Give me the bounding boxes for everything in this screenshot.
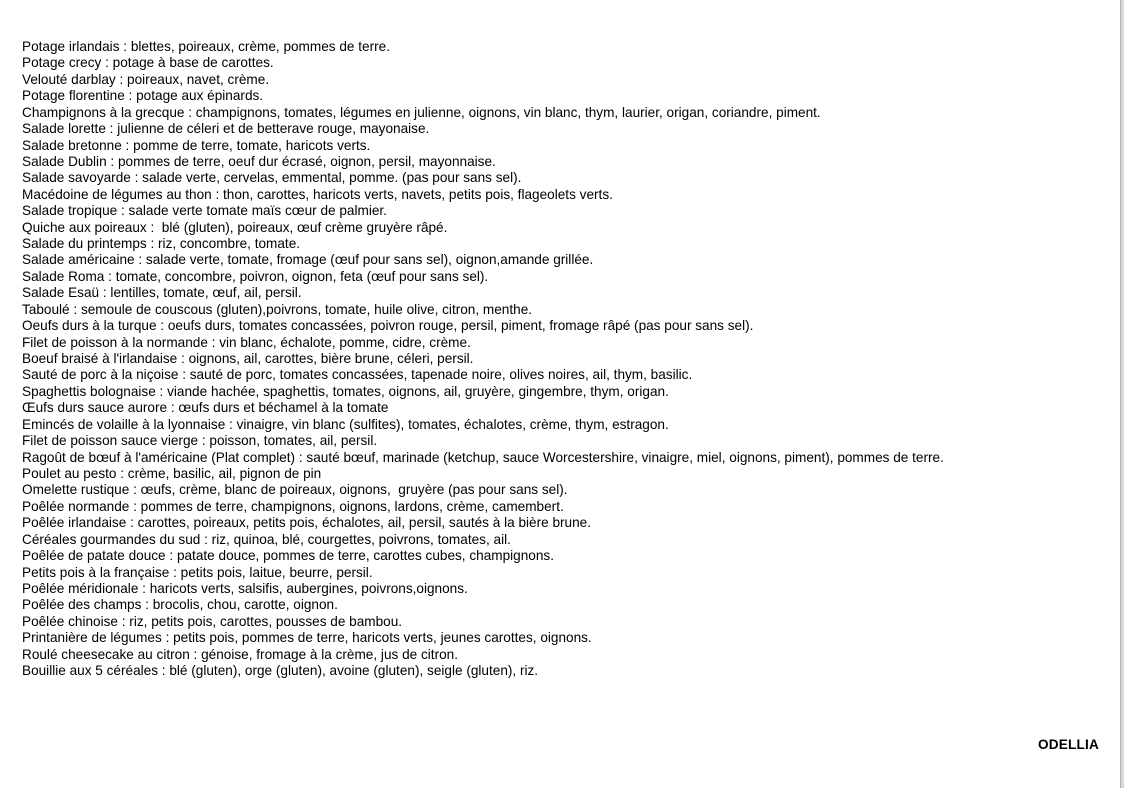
menu-line: Œufs durs sauce aurore : œufs durs et béchamel à la tomate <box>22 400 389 416</box>
menu-line: Sauté de porc à la niçoise : sauté de porc, tomates concassées, tapenade noire, olives noires, ail, thym, basilic. <box>22 367 693 383</box>
menu-line: Salade du printemps : riz, concombre, tomate. <box>22 236 301 252</box>
menu-line: Omelette rustique : œufs, crème, blanc de poireaux, oignons, gruyère (pas pour sans sel). <box>22 482 568 498</box>
menu-line: Poêlée chinoise : riz, petits pois, carottes, pousses de bambou. <box>22 613 403 629</box>
menu-line: Ragoût de bœuf à l'américaine (Plat complet) : sauté bœuf, marinade (ketchup, sauce Worcestershire, vinaigre, miel, oignons, piment), pommes de terre. <box>22 449 944 465</box>
menu-line: Emincés de volaille à la lyonnaise : vinaigre, vin blanc (sulfites), tomates, échalotes, crème, thym, estragon. <box>22 416 669 432</box>
menu-line: Céréales gourmandes du sud : riz, quinoa, blé, courgettes, poivrons, tomates, ail. <box>22 531 511 547</box>
menu-line: Salade Roma : tomate, concombre, poivron, oignon, feta (œuf pour sans sel). <box>22 268 489 284</box>
menu-line: Poêlée irlandaise : carottes, poireaux, petits pois, échalotes, ail, persil, sautés à la bière brune. <box>22 515 591 531</box>
menu-line: Quiche aux poireaux : blé (gluten), poireaux, œuf crème gruyère râpé. <box>22 219 448 235</box>
menu-line: Roulé cheesecake au citron : génoise, fromage à la crème, jus de citron. <box>22 646 458 662</box>
menu-line: Salade tropique : salade verte tomate maïs cœur de palmier. <box>22 203 387 219</box>
menu-line: Velouté darblay : poireaux, navet, crème. <box>22 71 270 87</box>
menu-line: Spaghettis bolognaise : viande hachée, spaghettis, tomates, oignons, ail, gruyère, gingembre, thym, origan. <box>22 383 669 399</box>
menu-line: Oeufs durs à la turque : oeufs durs, tomates concassées, poivron rouge, persil, piment, fromage râpé (pas pour sans sel). <box>22 318 754 334</box>
footer-brand-name: ODELLIA <box>1037 737 1099 752</box>
menu-line: Potage crecy : potage à base de carottes. <box>22 55 274 71</box>
menu-line: Salade lorette : julienne de céleri et de betterave rouge, mayonaise. <box>22 121 430 137</box>
menu-descriptions-list <box>22 39 944 679</box>
menu-line: Salade Dublin : pommes de terre, oeuf dur écrasé, oignon, persil, mayonnaise. <box>22 153 496 169</box>
menu-line: Taboulé : semoule de couscous (gluten),poivrons, tomate, huile olive, citron, menthe. <box>22 301 533 317</box>
menu-line: Potage florentine : potage aux épinards. <box>22 88 264 104</box>
menu-line: Petits pois à la française : petits pois, laitue, beurre, persil. <box>22 564 373 580</box>
menu-line: Poêlée de patate douce : patate douce, pommes de terre, carottes cubes, champignons. <box>22 548 555 564</box>
menu-line: Bouillie aux 5 céréales : blé (gluten), orge (gluten), avoine (gluten), seigle (gluten), riz. <box>22 663 539 679</box>
menu-line: Poêlée méridionale : haricots verts, salsifis, aubergines, poivrons,oignons. <box>22 580 468 596</box>
menu-line: Poêlée des champs : brocolis, chou, carotte, oignon. <box>22 597 338 613</box>
menu-line: Macédoine de légumes au thon : thon, carottes, haricots verts, navets, petits pois, flageolets verts. <box>22 186 613 202</box>
menu-line: Filet de poisson à la normande : vin blanc, échalote, pomme, cidre, crème. <box>22 334 471 350</box>
menu-line: Poulet au pesto : crème, basilic, ail, pignon de pin <box>22 465 322 481</box>
menu-line: Boeuf braisé à l'irlandaise : oignons, ail, carottes, bière brune, céleri, persil. <box>22 351 474 367</box>
menu-line: Champignons à la grecque : champignons, tomates, légumes en julienne, oignons, vin blanc, thym, laurier, origan, coriandre, piment. <box>22 104 821 120</box>
menu-line: Salade bretonne : pomme de terre, tomate, haricots verts. <box>22 137 371 153</box>
menu-line: Printanière de légumes : petits pois, pommes de terre, haricots verts, jeunes carottes, oignons. <box>22 630 592 646</box>
menu-line: Potage irlandais : blettes, poireaux, crème, pommes de terre. <box>22 39 390 54</box>
menu-line: Poêlée normande : pommes de terre, champignons, oignons, lardons, crème, camembert. <box>22 498 564 514</box>
menu-line: Salade américaine : salade verte, tomate, fromage (œuf pour sans sel), oignon,amande grillée. <box>22 252 594 268</box>
menu-line: Filet de poisson sauce vierge : poisson, tomates, ail, persil. <box>22 433 378 449</box>
menu-line: Salade Esaü : lentilles, tomate, œuf, ail, persil. <box>22 285 302 301</box>
menu-line: Salade savoyarde : salade verte, cervelas, emmental, pomme. (pas pour sans sel). <box>22 170 522 186</box>
